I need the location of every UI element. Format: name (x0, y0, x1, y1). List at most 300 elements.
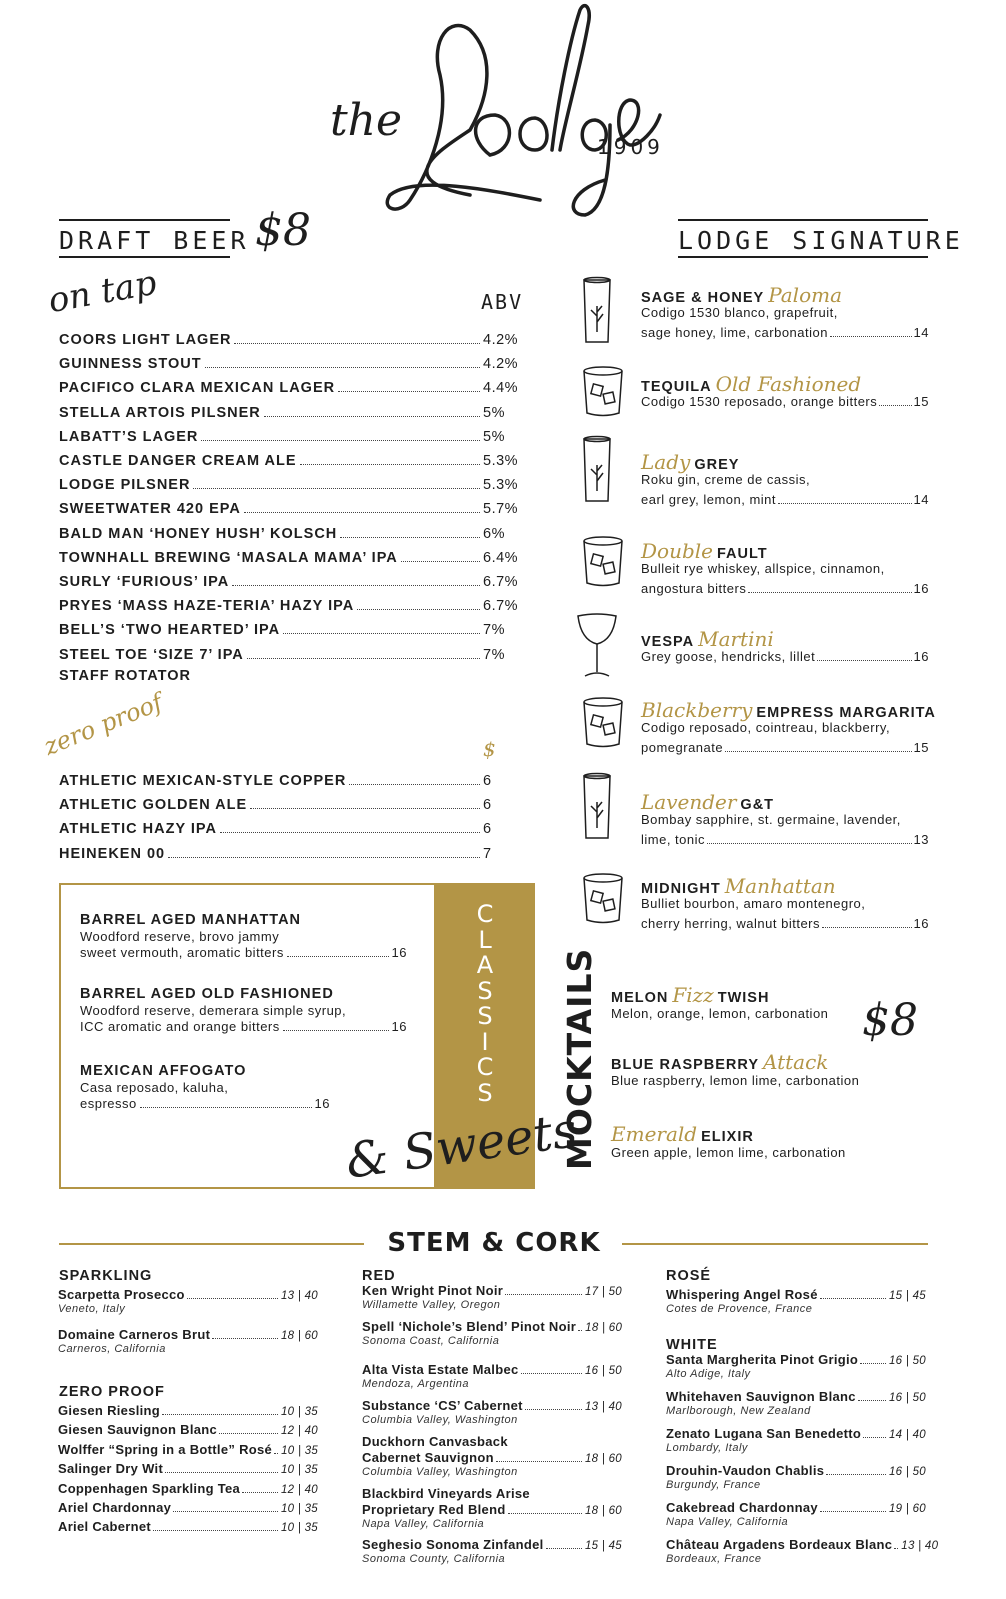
cocktail-name: FAULT (717, 546, 768, 562)
wine-region: Columbia Valley, Washington (362, 1466, 518, 1478)
wine-row (666, 1352, 926, 1367)
wine-name: Giesen Sauvignon Blanc (58, 1422, 218, 1438)
leader-dots (193, 488, 480, 489)
item-value: 7% (483, 646, 505, 663)
mocktails-heading: MOCKTAILS (560, 947, 599, 1170)
wine-region: Mendoza, Argentina (362, 1378, 470, 1390)
red-heading: RED (362, 1268, 396, 1284)
wine-region: Sonoma Coast, California (362, 1335, 500, 1347)
wine-name: Seghesio Sonoma Zinfandel (362, 1537, 544, 1552)
wine-name: Santa Margherita Pinot Grigio (666, 1352, 859, 1367)
wine-price: 15 | 45 (888, 1290, 926, 1302)
cocktail-script-suffix: Paloma (768, 283, 842, 307)
item-name: HEINEKEN 00 (59, 845, 166, 862)
highball-sage-icon-graphic (580, 276, 614, 346)
wine-region: Carneros, California (58, 1343, 166, 1355)
wine-row (666, 1537, 939, 1552)
wine-row (666, 1426, 926, 1441)
on-tap-label: on tap (45, 262, 160, 322)
leader-dots (820, 1298, 886, 1299)
item-name: BELL’S ‘TWO HEARTED’ IPA (59, 622, 281, 639)
zero-beer-row (59, 793, 519, 813)
leader-dots (496, 1461, 582, 1462)
lodge-signature-heading: LODGE SIGNATURE (678, 226, 964, 255)
coupe-glass-icon (575, 610, 619, 685)
cocktail-name: EMPRESS MARGARITA (756, 705, 936, 721)
wine-price: 10 | 35 (280, 1522, 318, 1535)
wine-price: 16 | 50 (888, 1392, 926, 1404)
cocktail-title (641, 790, 774, 814)
highball-lavender-icon (580, 772, 614, 847)
wine-row (58, 1519, 318, 1534)
abv-label: ABV (481, 290, 524, 314)
leader-dots (274, 1453, 278, 1454)
wine-name: Domaine Carneros Brut (58, 1327, 211, 1342)
zero-proof-label: zero proof (40, 688, 167, 761)
mocktail-desc: Green apple, lemon lime, carbonation (611, 1145, 846, 1160)
wine-price: 18 | 60 (584, 1453, 622, 1465)
classics-letter: A (476, 951, 494, 979)
beer-row (59, 570, 519, 590)
wine-price: 10 | 35 (280, 1503, 318, 1515)
item-name: LABATT’S LAGER (59, 428, 199, 445)
cocktail-price: 15 (913, 740, 929, 755)
classic-desc-line: Casa reposado, kaluha, (80, 1080, 229, 1095)
leader-dots (357, 609, 480, 610)
beer-row (59, 594, 519, 614)
cocktail-desc: Codigo 1530 reposado, orange bitters (641, 394, 878, 409)
cocktail-desc-price-line (641, 581, 929, 596)
wine-name-line: Blackbird Vineyards Arise (362, 1486, 530, 1501)
signature-bottom-rule (678, 256, 928, 258)
beer-row (59, 352, 519, 372)
wine-price: 13 | 40 (901, 1540, 939, 1552)
wine-price: 16 | 50 (888, 1355, 926, 1367)
wine-region: Cotes de Provence, France (666, 1303, 813, 1315)
leader-dots (830, 336, 912, 337)
classics-letter: L (478, 925, 492, 954)
mocktail-desc: Melon, orange, lemon, carbonation (611, 1006, 829, 1021)
wine-row (362, 1398, 622, 1413)
wine-price: 17 | 50 (584, 1286, 622, 1298)
wine-price: 16 | 50 (888, 1466, 926, 1478)
mocktail-title (611, 983, 769, 1007)
leader-dots (822, 927, 912, 928)
mocktail-title (611, 1122, 754, 1146)
leader-dots (340, 537, 480, 538)
cocktail-title (641, 283, 842, 307)
beer-row (59, 546, 519, 566)
cocktail-price: 16 (913, 581, 929, 596)
item-value: 7% (483, 622, 505, 639)
wine-price: 12 | 40 (280, 1425, 318, 1438)
wine-region: Marlborough, New Zealand (666, 1405, 811, 1417)
item-name: PRYES ‘MASS HAZE-TERIA’ HAZY IPA (59, 598, 355, 615)
classic-price: 16 (391, 945, 407, 960)
highball-lavender-icon-graphic (580, 772, 614, 842)
wine-name: Scarpetta Prosecco (58, 1287, 185, 1302)
cocktail-desc-line: Roku gin, creme de cassis, (641, 472, 811, 487)
wine-name: Spell ‘Nichole’s Blend’ Pinot Noir (362, 1319, 577, 1334)
rocks-lime-icon (580, 694, 626, 755)
cocktail-desc-line: Codigo 1530 blanco, grapefruit, (641, 305, 838, 320)
item-name: GUINNESS STOUT (59, 356, 202, 373)
item-value: 6 (483, 773, 492, 789)
logo-year: 1909 (597, 135, 664, 159)
wine-row (666, 1287, 926, 1302)
leader-dots (283, 633, 480, 634)
wine-region: Columbia Valley, Washington (362, 1414, 518, 1426)
cocktail-name: GREY (694, 457, 740, 473)
beer-row (59, 643, 519, 663)
wine-row (58, 1422, 318, 1437)
cocktail-script-prefix: Lady (641, 450, 691, 474)
wine-price: 18 | 60 (585, 1322, 623, 1334)
mocktail-title (611, 1050, 828, 1074)
classics-letter: S (477, 1002, 493, 1030)
item-value: 7 (483, 845, 492, 862)
mocktail-name: ELIXIR (701, 1129, 754, 1145)
classics-letter: I (481, 1027, 489, 1056)
item-value: 5.3% (483, 453, 519, 469)
coupe-glass-icon-graphic (575, 610, 619, 680)
leader-dots (168, 857, 480, 858)
classic-desc-price-line (80, 1019, 407, 1034)
classics-letter: S (477, 976, 493, 1005)
cocktail-name: TEQUILA (641, 379, 712, 395)
wine-region: Alto Adige, Italy (666, 1368, 751, 1380)
cocktail-price: 15 (913, 394, 929, 409)
wine-price: 15 | 45 (584, 1540, 622, 1552)
wine-region: Willamette Valley, Oregon (362, 1299, 501, 1311)
item-value: 6 (483, 797, 492, 814)
cocktail-title (641, 539, 768, 563)
leader-dots (219, 1433, 278, 1434)
wine-row (362, 1362, 622, 1377)
beer-row (59, 376, 519, 396)
leader-dots (234, 343, 480, 344)
wine-row (362, 1283, 622, 1298)
mocktail-script-prefix: Emerald (611, 1122, 698, 1146)
classic-desc-line: Woodford reserve, demerara simple syrup, (80, 1003, 347, 1018)
cocktail-price: 14 (913, 325, 929, 340)
cocktail-desc-price-line (641, 832, 929, 847)
cocktail-name: VESPA (641, 634, 695, 650)
wine-row (58, 1500, 318, 1515)
cocktail-desc-line: Bulliet bourbon, amaro montenegro, (641, 896, 866, 911)
cocktail-desc: cherry herring, walnut bitters (641, 916, 821, 931)
draft-price: $8 (255, 205, 311, 256)
zero-beer-row (59, 842, 519, 862)
leader-dots (894, 1548, 898, 1549)
wine-price: 13 | 40 (280, 1290, 318, 1302)
cocktail-desc: lime, tonic (641, 832, 706, 847)
leader-dots (140, 1107, 312, 1108)
leader-dots (153, 1530, 278, 1531)
wine-price: 16 | 50 (584, 1365, 622, 1377)
white-heading: WHITE (666, 1337, 718, 1353)
draft-top-rule (59, 219, 230, 221)
leader-dots (220, 832, 480, 833)
signature-top-rule (678, 219, 928, 221)
stem-rule-right (622, 1243, 928, 1245)
item-name: SWEETWATER 420 EPA (59, 501, 241, 518)
wine-row (58, 1461, 318, 1476)
leader-dots (187, 1298, 278, 1299)
item-name: ATHLETIC MEXICAN-STYLE COPPER (59, 773, 347, 789)
classic-desc: ICC aromatic and orange bitters (80, 1019, 280, 1034)
classic-name: BARREL AGED OLD FASHIONED (80, 986, 334, 1002)
leader-dots (242, 1492, 278, 1493)
wine-row (362, 1537, 622, 1552)
item-value: 4.4% (483, 380, 519, 397)
mocktail-desc: Blue raspberry, lemon lime, carbonation (611, 1073, 860, 1088)
leader-dots (300, 464, 480, 465)
item-value: 5% (483, 404, 505, 421)
zero-price-label: $ (483, 737, 496, 761)
leader-dots (173, 1511, 278, 1512)
classics-letter: C (476, 900, 494, 928)
rose-heading: ROSÉ (666, 1268, 712, 1284)
wine-price: 14 | 40 (888, 1429, 926, 1441)
leader-dots (401, 561, 480, 562)
wine-name-line: Duckhorn Canvasback (362, 1434, 508, 1449)
cocktail-desc-line: Bulleit rye whiskey, allspice, cinnamon, (641, 561, 885, 576)
classic-name: BARREL AGED MANHATTAN (80, 912, 302, 928)
zero-beer-row (59, 769, 519, 789)
beer-row (59, 401, 519, 421)
wine-price: 10 | 35 (280, 1464, 318, 1477)
cocktail-desc-price-line (641, 325, 929, 340)
classic-desc: sweet vermouth, aromatic bitters (80, 945, 284, 960)
wine-name: Zenato Lugana San Benedetto (666, 1426, 862, 1441)
leader-dots (505, 1294, 582, 1295)
leader-dots (879, 405, 911, 406)
classic-price: 16 (391, 1019, 407, 1034)
leader-dots (707, 843, 912, 844)
logo-the: the (330, 95, 403, 146)
mocktail-name: MELON (611, 990, 669, 1006)
cocktail-desc-line: Codigo reposado, cointreau, blackberry, (641, 720, 891, 735)
wine-price: 10 | 35 (280, 1406, 318, 1418)
item-value: 6% (483, 525, 505, 542)
rocks-cherry-icon (580, 870, 626, 931)
leader-dots (247, 658, 480, 659)
leader-dots (820, 1511, 886, 1512)
leader-dots (748, 592, 911, 593)
staff-rotator: STAFF ROTATOR (59, 668, 191, 684)
leader-dots (287, 956, 389, 957)
beer-row (59, 473, 519, 493)
beer-row (59, 328, 519, 348)
cocktail-title (641, 627, 774, 651)
cocktail-title (641, 874, 836, 898)
cocktail-desc-price-line (641, 492, 929, 507)
wine-region: Lombardy, Italy (666, 1442, 748, 1454)
wine-region: Napa Valley, California (666, 1516, 789, 1528)
leader-dots (778, 503, 912, 504)
classic-desc-price-line (80, 1096, 330, 1111)
wine-name: Drouhin-Vaudon Chablis (666, 1463, 825, 1478)
classics-letter: C (476, 1053, 494, 1081)
leader-dots (826, 1474, 886, 1475)
beer-row (59, 425, 519, 445)
item-name: CASTLE DANGER CREAM ALE (59, 453, 297, 469)
cocktail-script-prefix: Double (641, 539, 713, 563)
item-value: 5.7% (483, 501, 519, 518)
item-value: 6.7% (483, 574, 519, 590)
wine-row (362, 1502, 622, 1517)
classic-price: 16 (314, 1096, 330, 1111)
item-name: STELLA ARTOIS PILSNER (59, 404, 261, 421)
item-name: LODGE PILSNER (59, 477, 191, 494)
leader-dots (349, 784, 480, 785)
item-name: ATHLETIC HAZY IPA (59, 821, 217, 838)
rocks-cinnamon-icon-graphic (580, 533, 626, 589)
item-value: 5.3% (483, 477, 519, 494)
wine-name: Ariel Chardonnay (58, 1500, 172, 1515)
cocktail-desc: sage honey, lime, carbonation (641, 325, 828, 340)
cocktail-script-suffix: Manhattan (724, 874, 836, 898)
leader-dots (244, 512, 480, 513)
wine-name: Alta Vista Estate Malbec (362, 1362, 519, 1377)
wine-row (362, 1319, 622, 1334)
rocks-glass-icon-graphic (580, 363, 626, 419)
wine-name: Coppenhagen Sparkling Tea (58, 1480, 241, 1496)
classic-name: MEXICAN AFFOGATO (80, 1063, 247, 1079)
leader-dots (858, 1400, 886, 1401)
item-name: STEEL TOE ‘SIZE 7’ IPA (59, 646, 244, 663)
classics-letter: S (477, 1078, 493, 1107)
wine-row (58, 1327, 318, 1342)
item-value: 6 (483, 821, 492, 838)
cocktail-desc: earl grey, lemon, mint (641, 492, 777, 507)
leader-dots (212, 1338, 278, 1339)
cocktail-desc-price-line (641, 394, 929, 409)
leader-dots (725, 751, 911, 752)
wine-name: Whitehaven Sauvignon Blanc (666, 1389, 856, 1404)
leader-dots (232, 585, 480, 586)
beer-row (59, 497, 519, 517)
cocktail-script-suffix: Martini (698, 627, 774, 651)
wine-price: 19 | 60 (888, 1503, 926, 1515)
highball-sage-icon (580, 276, 614, 351)
cocktail-price: 13 (913, 832, 929, 847)
mocktail-name: BLUE RASPBERRY (611, 1057, 760, 1073)
sweets-label: & Sweets (342, 1102, 581, 1190)
cocktail-desc-price-line (641, 740, 929, 755)
stem-rule-left (59, 1243, 364, 1245)
wine-region: Bordeaux, France (666, 1553, 762, 1565)
wine-row (362, 1450, 622, 1465)
cocktail-name: MIDNIGHT (641, 881, 721, 897)
leader-dots (860, 1363, 886, 1364)
mocktail-name-suffix: TWISH (717, 990, 770, 1006)
item-name: SURLY ‘FURIOUS’ IPA (59, 574, 230, 590)
cocktail-script-prefix: Blackberry (641, 698, 753, 722)
stem-cork-heading: STEM & CORK (387, 1228, 601, 1258)
wine-name: Giesen Riesling (58, 1403, 161, 1418)
leader-dots (201, 440, 480, 441)
leader-dots (521, 1373, 582, 1374)
cocktail-title (641, 698, 936, 722)
leader-dots (338, 391, 480, 392)
wine-name: Cabernet Sauvignon (362, 1450, 494, 1465)
collins-leaf-icon-graphic (580, 435, 614, 505)
wine-name: Wolffer “Spring in a Bottle” Rosé (58, 1441, 273, 1457)
item-value: 5% (483, 428, 505, 445)
wine-row (58, 1442, 318, 1457)
rocks-cinnamon-icon (580, 533, 626, 594)
leader-dots (205, 367, 480, 368)
beer-row (59, 618, 519, 638)
mocktail-script-word: Fizz (672, 983, 714, 1007)
leader-dots (525, 1409, 582, 1410)
mocktails-price: $8 (862, 995, 918, 1046)
classic-desc: espresso (80, 1096, 137, 1111)
leader-dots (250, 808, 480, 809)
collins-leaf-icon (580, 435, 614, 510)
wine-name: Whispering Angel Rosé (666, 1287, 818, 1302)
cocktail-desc-price-line (641, 649, 929, 664)
cocktail-script-prefix: Lavender (641, 790, 737, 814)
wine-price: 18 | 60 (280, 1330, 318, 1342)
wine-name: Substance ‘CS’ Cabernet (362, 1398, 523, 1413)
classic-desc-price-line (80, 945, 407, 960)
cocktail-price: 16 (913, 649, 929, 664)
classic-desc-line: Woodford reserve, brovo jammy (80, 929, 280, 944)
leader-dots (162, 1414, 278, 1415)
item-name: TOWNHALL BREWING ‘MASALA MAMA’ IPA (59, 549, 398, 566)
leader-dots (165, 1472, 278, 1473)
cocktail-script-suffix: Old Fashioned (715, 372, 862, 396)
cocktail-price: 14 (913, 492, 929, 507)
leader-dots (546, 1548, 582, 1549)
wine-row (666, 1463, 926, 1478)
wine-row (58, 1403, 318, 1418)
rocks-cherry-icon-graphic (580, 870, 626, 926)
wine-row (666, 1389, 926, 1404)
wine-price: 18 | 60 (584, 1505, 622, 1517)
leader-dots (264, 416, 480, 417)
item-name: PACIFICO CLARA MEXICAN LAGER (59, 380, 336, 397)
leader-dots (863, 1437, 886, 1438)
item-value: 4.2% (483, 332, 519, 348)
zero-beer-row (59, 817, 519, 837)
item-value: 6.7% (483, 598, 519, 615)
wine-name: Cakebread Chardonnay (666, 1500, 818, 1515)
cocktail-name: SAGE & HONEY (641, 290, 765, 306)
cocktail-desc: Grey goose, hendricks, lillet (641, 649, 816, 664)
cocktail-price: 16 (913, 916, 929, 931)
cocktail-desc: angostura bitters (641, 581, 747, 596)
wine-price: 13 | 40 (584, 1401, 622, 1413)
cocktail-desc-price-line (641, 916, 929, 931)
item-value: 4.2% (483, 356, 519, 373)
cocktail-desc: pomegranate (641, 740, 724, 755)
item-value: 6.4% (483, 549, 519, 566)
leader-dots (578, 1330, 582, 1331)
wine-name: Ariel Cabernet (58, 1519, 152, 1535)
mocktail-script-word: Attack (763, 1050, 829, 1074)
wine-region: Veneto, Italy (58, 1303, 126, 1315)
rocks-lime-icon-graphic (580, 694, 626, 750)
cocktail-name: G&T (740, 797, 775, 813)
wine-row (58, 1481, 318, 1496)
wine-row (58, 1287, 318, 1302)
cocktail-title (641, 450, 739, 474)
leader-dots (283, 1030, 389, 1031)
